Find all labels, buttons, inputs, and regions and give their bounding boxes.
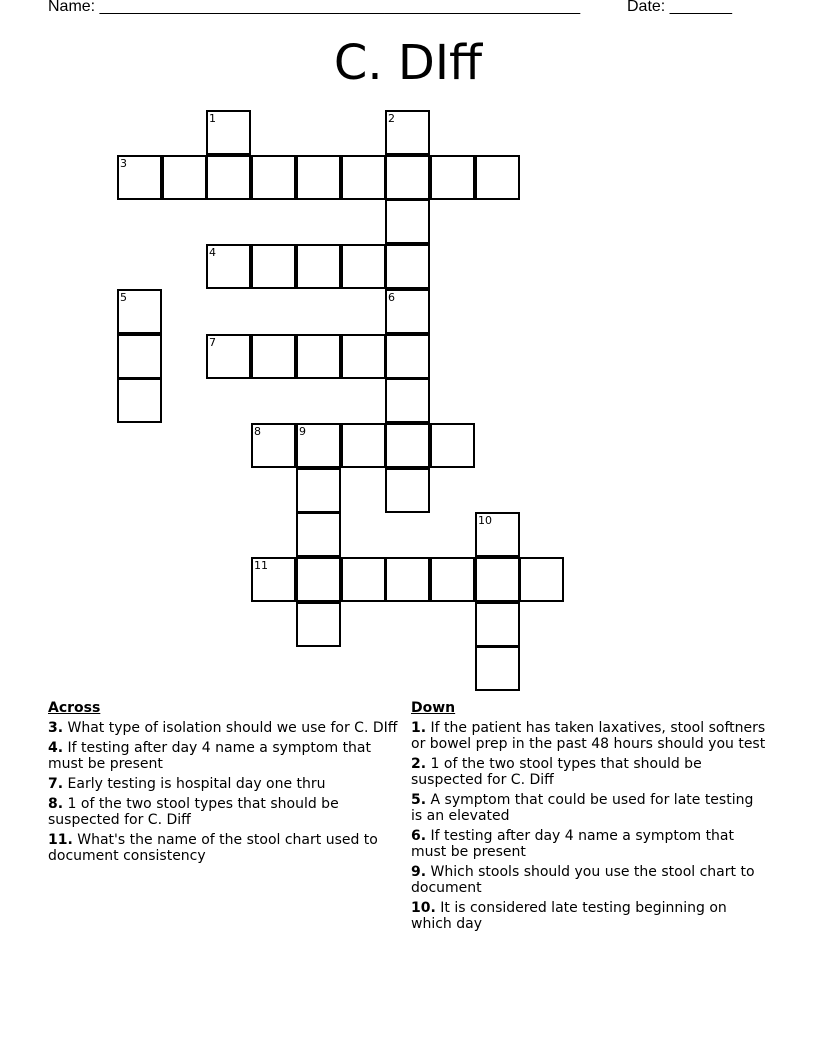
grid-cell[interactable] — [385, 468, 430, 513]
grid-cell[interactable] — [385, 378, 430, 423]
grid-cell[interactable] — [117, 334, 162, 379]
grid-cell[interactable] — [251, 155, 296, 200]
date-label: Date: _______ — [627, 0, 732, 15]
grid-cell[interactable] — [385, 110, 430, 155]
grid-cell[interactable] — [296, 557, 341, 602]
grid-cell[interactable] — [430, 155, 475, 200]
across-clue-3 — [48, 720, 403, 736]
clue-text: Early testing is hospital day one thru — [67, 776, 326, 792]
cell-number: 7 — [209, 336, 216, 349]
clue-number: 6. — [411, 828, 427, 844]
clue-text: What's the name of the stool chart used to document consistency — [48, 832, 378, 864]
clue-text: If the patient has taken laxatives, stool softners or bowel prep in the past 48 hours should you test — [411, 720, 766, 752]
grid-cell[interactable] — [475, 155, 520, 200]
grid-cell[interactable] — [385, 334, 430, 379]
grid-cell[interactable] — [385, 289, 430, 334]
across-clue-4 — [48, 740, 403, 772]
grid-cell[interactable] — [385, 557, 430, 602]
grid-cell[interactable] — [296, 602, 341, 647]
grid-cell[interactable] — [296, 155, 341, 200]
grid-cell[interactable] — [341, 244, 386, 289]
down-clues — [411, 700, 766, 936]
grid-cell[interactable] — [117, 289, 162, 334]
grid-cell[interactable] — [475, 557, 520, 602]
puzzle-title: C. DIff — [333, 35, 483, 91]
grid-cell[interactable] — [296, 244, 341, 289]
cell-number: 4 — [209, 246, 216, 259]
grid-cell[interactable] — [206, 155, 251, 200]
down-clue-6 — [411, 828, 766, 860]
across-clue-8 — [48, 796, 403, 828]
grid-cell[interactable] — [117, 378, 162, 423]
down-clue-10 — [411, 900, 766, 932]
grid-cell[interactable] — [430, 557, 475, 602]
clue-text: What type of isolation should we use for C. DIff — [67, 720, 398, 736]
grid-cell[interactable] — [206, 334, 251, 379]
cell-number: 1 — [209, 112, 216, 125]
grid-cell[interactable] — [385, 423, 430, 468]
down-heading: Down — [411, 700, 456, 716]
clue-number: 4. — [48, 740, 64, 756]
grid-cell[interactable] — [430, 423, 475, 468]
cell-number: 9 — [299, 425, 306, 438]
grid-cell[interactable] — [206, 110, 251, 155]
cell-number: 6 — [388, 291, 395, 304]
clue-text: Which stools should you use the stool chart to document — [411, 864, 755, 896]
grid-cell[interactable] — [206, 244, 251, 289]
grid-cell[interactable] — [385, 244, 430, 289]
clue-number: 10. — [411, 900, 436, 916]
clue-text: It is considered late testing beginning on which day — [411, 900, 727, 932]
name-label: Name: ______________________________________________________ — [48, 0, 581, 15]
cell-number: 8 — [254, 425, 261, 438]
clue-number: 1. — [411, 720, 427, 736]
grid-cell[interactable] — [475, 646, 520, 691]
clue-text: If testing after day 4 name a symptom that must be present — [411, 828, 734, 860]
grid-cell[interactable] — [475, 512, 520, 557]
clue-number: 9. — [411, 864, 427, 880]
across-clue-11 — [48, 832, 403, 864]
clue-text: 1 of the two stool types that should be suspected for C. Diff — [48, 796, 339, 828]
clue-number: 7. — [48, 776, 64, 792]
grid-cell[interactable] — [251, 244, 296, 289]
grid-cell[interactable] — [341, 334, 386, 379]
across-clues — [48, 700, 403, 868]
grid-cell[interactable] — [296, 468, 341, 513]
clue-text: 1 of the two stool types that should be suspected for C. Diff — [411, 756, 702, 788]
grid-cell[interactable] — [341, 423, 386, 468]
clue-number: 11. — [48, 832, 73, 848]
grid-cell[interactable] — [162, 155, 207, 200]
grid-cell[interactable] — [385, 155, 430, 200]
clue-number: 5. — [411, 792, 427, 808]
down-clue-2 — [411, 756, 766, 788]
cell-number: 10 — [478, 514, 492, 527]
clue-text: A symptom that could be used for late testing is an elevated — [411, 792, 754, 824]
grid-cell[interactable] — [475, 602, 520, 647]
cell-number: 5 — [120, 291, 127, 304]
clue-number: 8. — [48, 796, 64, 812]
grid-cell[interactable] — [296, 423, 341, 468]
grid-cell[interactable] — [251, 557, 296, 602]
down-clue-9 — [411, 864, 766, 896]
grid-cell[interactable] — [117, 155, 162, 200]
clue-number: 3. — [48, 720, 64, 736]
grid-cell[interactable] — [251, 334, 296, 379]
grid-cell[interactable] — [296, 512, 341, 557]
grid-cell[interactable] — [341, 557, 386, 602]
cell-number: 11 — [254, 559, 268, 572]
clue-number: 2. — [411, 756, 427, 772]
across-clue-7 — [48, 776, 403, 792]
grid-cell[interactable] — [296, 334, 341, 379]
cell-number: 2 — [388, 112, 395, 125]
down-clue-1 — [411, 720, 766, 752]
down-clue-5 — [411, 792, 766, 824]
grid-cell[interactable] — [519, 557, 564, 602]
grid-cell[interactable] — [385, 199, 430, 244]
clue-text: If testing after day 4 name a symptom that must be present — [48, 740, 371, 772]
cell-number: 3 — [120, 157, 127, 170]
grid-cell[interactable] — [251, 423, 296, 468]
grid-cell[interactable] — [341, 155, 386, 200]
across-heading: Across — [48, 700, 101, 716]
